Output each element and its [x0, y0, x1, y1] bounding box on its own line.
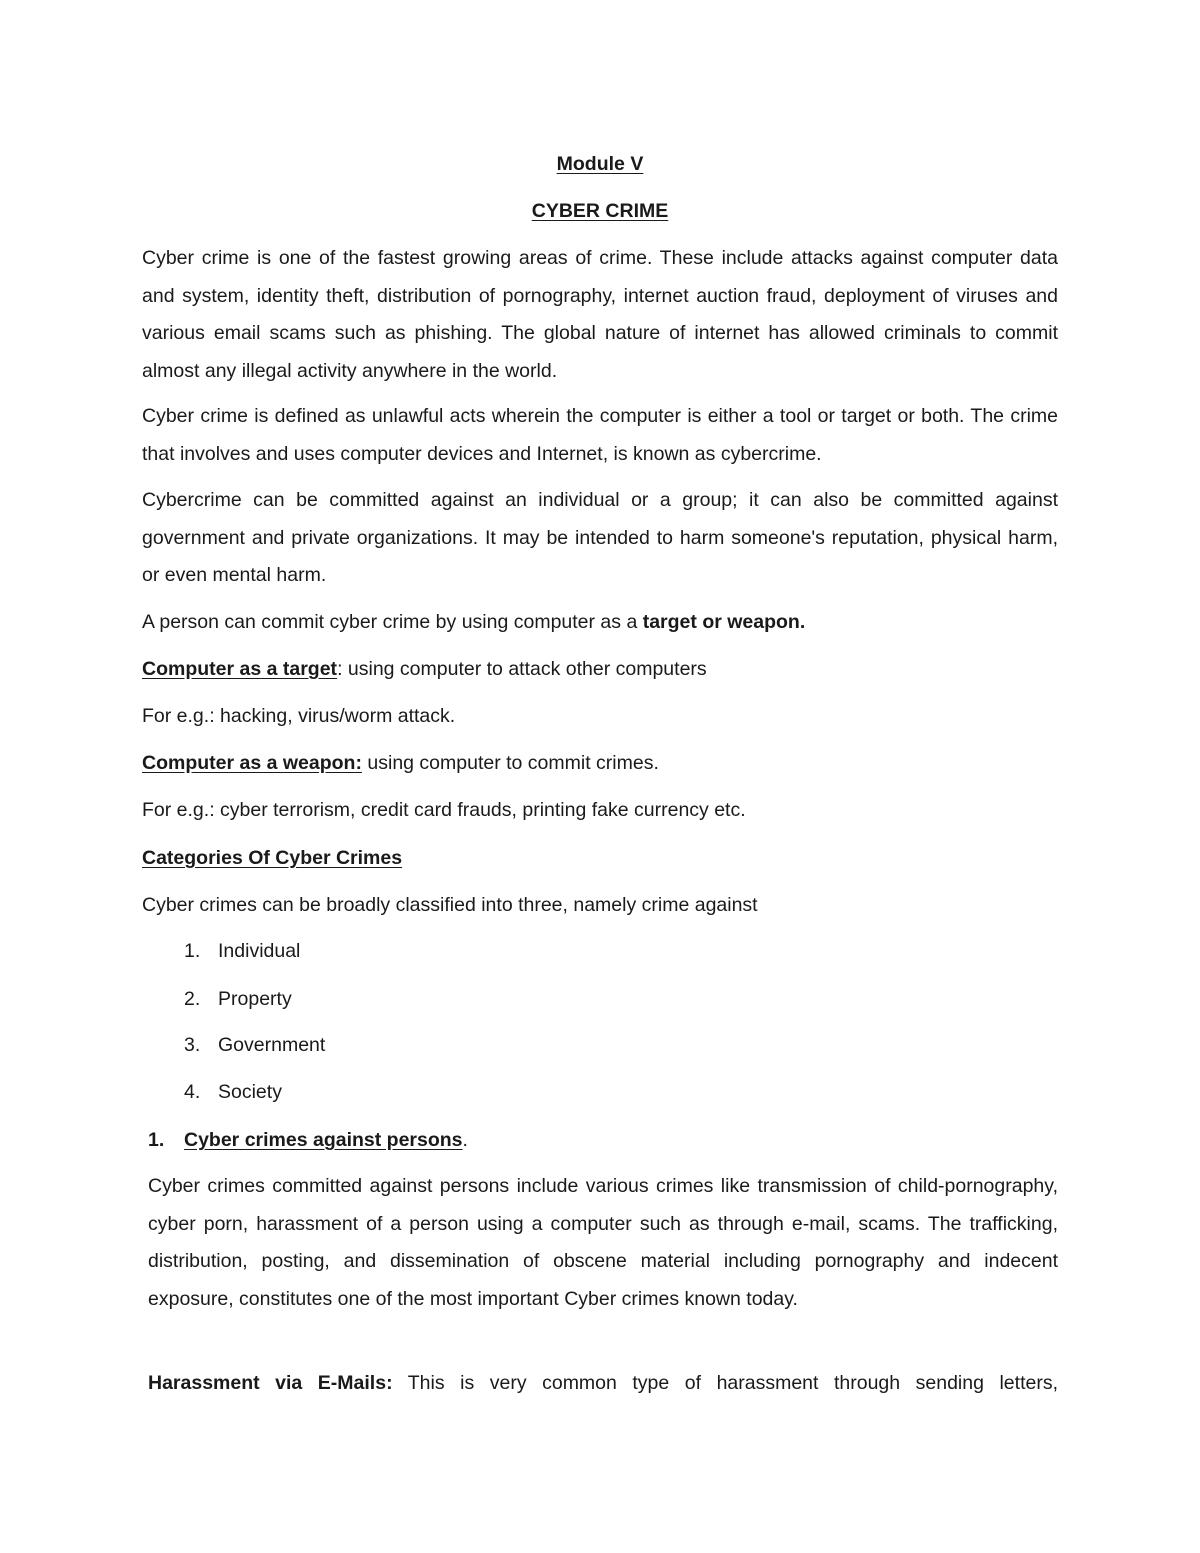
section-title-suffix: .	[462, 1129, 468, 1151]
targets-paragraph: Cybercrime can be committed against an individual or a group; it can also be committed against government and private organizations. It may be intended to harm someone's reputation, physical harm, or even mental harm.	[142, 489, 1058, 586]
commit-text: A person can commit cyber crime by using computer as a	[142, 611, 643, 633]
harassment-text: This is very common type of harassment through sending letters,	[392, 1372, 1058, 1394]
module-title: Module V	[556, 153, 644, 175]
list-number: 3.	[184, 1034, 201, 1056]
document-page	[142, 0, 1058, 1553]
weapon-example: For e.g.: cyber terrorism, credit card frauds, printing fake currency etc.	[142, 799, 746, 821]
list-label: Government	[218, 1034, 326, 1056]
harassment-term: Harassment via E-Mails:	[148, 1372, 393, 1394]
intro-paragraph: Cyber crime is one of the fastest growing areas of crime. These include attacks against computer data and system, identity theft, distribution of pornography, internet auction fraud, deployment of viruses and various email scams such as phishing. The global nature of internet has allowed criminals to commit almost any illegal activity anywhere in the world.	[142, 247, 1058, 382]
section-body: Cyber crimes committed against persons include various crimes like transmission of child-pornography, cyber porn, harassment of a person using a computer such as through e-mail, scams. The trafficking, distribution, posting, and dissemination of obscene material including pornography and indecent exposure, constitutes one of the most important Cyber crimes known today.	[148, 1175, 1058, 1310]
section-title: Cyber crimes against persons	[184, 1129, 463, 1151]
harassment-paragraph	[148, 1365, 1058, 1403]
list-item	[184, 933, 784, 971]
list-label: Property	[218, 988, 292, 1010]
list-number: 2.	[184, 988, 201, 1010]
section-heading	[148, 1122, 1048, 1160]
weapon-text: using computer to commit crimes.	[361, 752, 659, 774]
commit-paragraph	[142, 604, 1058, 642]
document-title-text: CYBER CRIME	[531, 200, 669, 222]
list-item	[184, 1027, 784, 1065]
target-definition	[142, 651, 1058, 689]
list-item	[184, 1074, 784, 1112]
list-label: Individual	[218, 940, 301, 962]
definition-paragraph: Cyber crime is defined as unlawful acts wherein the computer is either a tool or target or both. The crime that involves and uses computer devices and Internet, is known as cybercrime.	[142, 405, 1058, 465]
section-number: 1.	[148, 1129, 165, 1151]
list-item	[184, 981, 784, 1019]
target-text: : using computer to attack other computers	[337, 658, 707, 680]
commit-emphasis: target or weapon.	[642, 611, 806, 633]
weapon-definition	[142, 745, 1058, 783]
categories-heading: Categories Of Cyber Crimes	[142, 847, 403, 869]
target-term: Computer as a target	[142, 658, 338, 680]
list-number: 4.	[184, 1081, 201, 1103]
weapon-term: Computer as a weapon:	[142, 752, 362, 774]
target-example: For e.g.: hacking, virus/worm attack.	[142, 705, 456, 727]
document-title	[142, 193, 1058, 231]
list-label: Society	[218, 1081, 282, 1103]
list-number: 1.	[184, 940, 201, 962]
categories-intro: Cyber crimes can be broadly classified into three, namely crime against	[142, 894, 758, 916]
